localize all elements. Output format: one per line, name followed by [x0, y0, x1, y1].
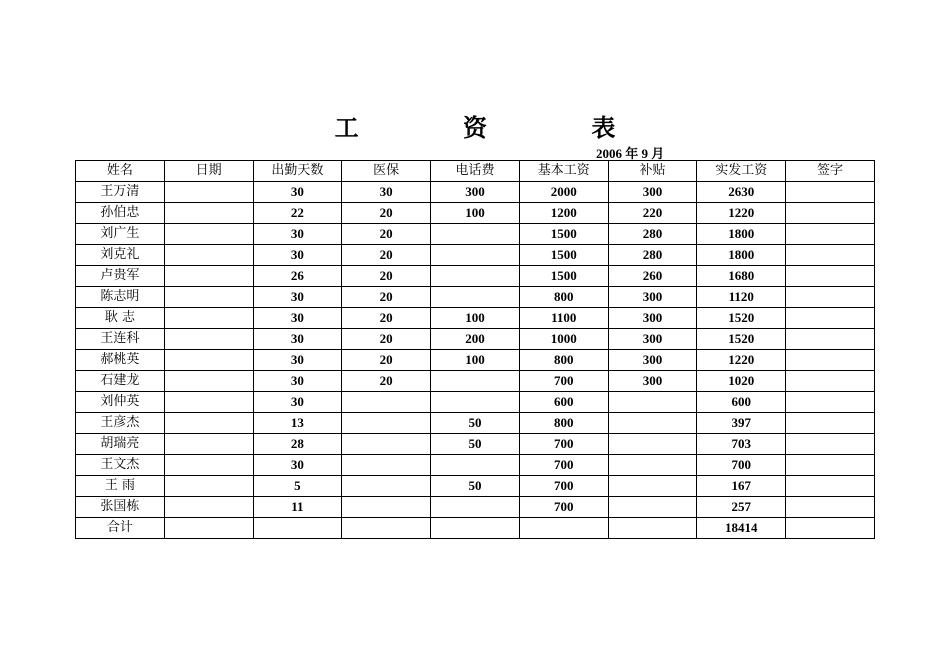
- attendance-cell: 30: [253, 455, 342, 476]
- date-cell: [164, 371, 253, 392]
- header-allowance: 补贴: [608, 161, 697, 182]
- allowance-cell: 280: [608, 224, 697, 245]
- date-cell: [164, 287, 253, 308]
- table-row: [76, 350, 875, 371]
- date-cell: [164, 350, 253, 371]
- total-row: [76, 518, 875, 539]
- date-cell: [164, 392, 253, 413]
- base-salary-cell: 700: [519, 455, 608, 476]
- attendance-cell: 30: [253, 245, 342, 266]
- net-salary-cell: 1800: [697, 224, 786, 245]
- net-salary-cell: 1520: [697, 329, 786, 350]
- signature-cell: [786, 308, 875, 329]
- medical-cell: [342, 518, 431, 539]
- name-cell: 王文杰: [76, 455, 165, 476]
- allowance-cell: 280: [608, 245, 697, 266]
- medical-cell: 20: [342, 266, 431, 287]
- attendance-cell: 22: [253, 203, 342, 224]
- header-phone-fee: 电话费: [431, 161, 520, 182]
- signature-cell: [786, 287, 875, 308]
- medical-cell: 20: [342, 308, 431, 329]
- table-row: [76, 287, 875, 308]
- signature-cell: [786, 224, 875, 245]
- medical-cell: [342, 413, 431, 434]
- medical-cell: 20: [342, 287, 431, 308]
- allowance-cell: 300: [608, 371, 697, 392]
- base-salary-cell: 2000: [519, 182, 608, 203]
- phone-cell: [431, 392, 520, 413]
- date-cell: [164, 497, 253, 518]
- table-row: [76, 476, 875, 497]
- phone-cell: 200: [431, 329, 520, 350]
- allowance-cell: 300: [608, 182, 697, 203]
- base-salary-cell: 1100: [519, 308, 608, 329]
- date-cell: [164, 413, 253, 434]
- header-name: 姓名: [76, 161, 165, 182]
- attendance-cell: [253, 518, 342, 539]
- table-row: [76, 308, 875, 329]
- signature-cell: [786, 413, 875, 434]
- date-cell: [164, 434, 253, 455]
- medical-cell: [342, 392, 431, 413]
- table-row: [76, 371, 875, 392]
- header-net-salary: 实发工资: [697, 161, 786, 182]
- signature-cell: [786, 497, 875, 518]
- base-salary-cell: [519, 518, 608, 539]
- attendance-cell: 30: [253, 329, 342, 350]
- table-row: [76, 413, 875, 434]
- name-cell: 刘广生: [76, 224, 165, 245]
- base-salary-cell: 1200: [519, 203, 608, 224]
- phone-cell: [431, 497, 520, 518]
- net-salary-cell: 1220: [697, 350, 786, 371]
- signature-cell: [786, 455, 875, 476]
- name-cell: 张国栋: [76, 497, 165, 518]
- name-cell: 耿 志: [76, 308, 165, 329]
- phone-cell: [431, 245, 520, 266]
- medical-cell: 30: [342, 182, 431, 203]
- net-salary-cell: 1520: [697, 308, 786, 329]
- attendance-cell: 11: [253, 497, 342, 518]
- header-attendance-days: 出勤天数: [253, 161, 342, 182]
- phone-cell: [431, 266, 520, 287]
- net-salary-cell: 257: [697, 497, 786, 518]
- attendance-cell: 30: [253, 182, 342, 203]
- allowance-cell: 260: [608, 266, 697, 287]
- attendance-cell: 30: [253, 224, 342, 245]
- table-row: [76, 224, 875, 245]
- medical-cell: 20: [342, 245, 431, 266]
- date-cell: [164, 203, 253, 224]
- name-cell: 王 雨: [76, 476, 165, 497]
- phone-cell: [431, 455, 520, 476]
- signature-cell: [786, 203, 875, 224]
- allowance-cell: [608, 413, 697, 434]
- net-salary-cell: 1680: [697, 266, 786, 287]
- phone-cell: 100: [431, 203, 520, 224]
- signature-cell: [786, 476, 875, 497]
- table-row: [76, 497, 875, 518]
- net-salary-cell: 2630: [697, 182, 786, 203]
- phone-cell: [431, 224, 520, 245]
- date-label: 2006 年 9 月: [596, 146, 665, 161]
- name-cell: 王连科: [76, 329, 165, 350]
- net-salary-cell: 1020: [697, 371, 786, 392]
- phone-cell: 100: [431, 308, 520, 329]
- attendance-cell: 30: [253, 350, 342, 371]
- medical-cell: [342, 434, 431, 455]
- attendance-cell: 30: [253, 308, 342, 329]
- base-salary-cell: 700: [519, 476, 608, 497]
- date-cell: [164, 455, 253, 476]
- signature-cell: [786, 182, 875, 203]
- net-salary-cell: 1120: [697, 287, 786, 308]
- base-salary-cell: 1500: [519, 224, 608, 245]
- net-salary-cell: 397: [697, 413, 786, 434]
- net-salary-cell: 18414: [697, 518, 786, 539]
- header-date: 日期: [164, 161, 253, 182]
- signature-cell: [786, 329, 875, 350]
- allowance-cell: [608, 392, 697, 413]
- table-row: [76, 245, 875, 266]
- allowance-cell: [608, 434, 697, 455]
- phone-cell: [431, 371, 520, 392]
- phone-cell: [431, 518, 520, 539]
- header-signature: 签字: [786, 161, 875, 182]
- date-cell: [164, 329, 253, 350]
- allowance-cell: 300: [608, 350, 697, 371]
- medical-cell: [342, 476, 431, 497]
- header-medical-insurance: 医保: [342, 161, 431, 182]
- name-cell: 王彦杰: [76, 413, 165, 434]
- signature-cell: [786, 518, 875, 539]
- signature-cell: [786, 371, 875, 392]
- signature-cell: [786, 350, 875, 371]
- table-row: [76, 203, 875, 224]
- date-cell: [164, 266, 253, 287]
- allowance-cell: 300: [608, 329, 697, 350]
- phone-cell: 100: [431, 350, 520, 371]
- table-body: [76, 182, 875, 539]
- base-salary-cell: 600: [519, 392, 608, 413]
- table-row: [76, 434, 875, 455]
- date-cell: [164, 476, 253, 497]
- phone-cell: 50: [431, 413, 520, 434]
- allowance-cell: [608, 518, 697, 539]
- header-base-salary: 基本工资: [519, 161, 608, 182]
- date-cell: [164, 182, 253, 203]
- medical-cell: [342, 497, 431, 518]
- signature-cell: [786, 392, 875, 413]
- medical-cell: 20: [342, 329, 431, 350]
- signature-cell: [786, 266, 875, 287]
- base-salary-cell: 800: [519, 287, 608, 308]
- base-salary-cell: 700: [519, 371, 608, 392]
- net-salary-cell: 703: [697, 434, 786, 455]
- base-salary-cell: 1500: [519, 245, 608, 266]
- signature-cell: [786, 434, 875, 455]
- phone-cell: 50: [431, 476, 520, 497]
- allowance-cell: [608, 497, 697, 518]
- phone-cell: 300: [431, 182, 520, 203]
- page-title: 工 资 表: [334, 113, 664, 142]
- allowance-cell: 300: [608, 287, 697, 308]
- attendance-cell: 13: [253, 413, 342, 434]
- base-salary-cell: 1000: [519, 329, 608, 350]
- signature-cell: [786, 245, 875, 266]
- base-salary-cell: 700: [519, 497, 608, 518]
- base-salary-cell: 1500: [519, 266, 608, 287]
- net-salary-cell: 167: [697, 476, 786, 497]
- name-cell: 王万清: [76, 182, 165, 203]
- medical-cell: 20: [342, 350, 431, 371]
- net-salary-cell: 1800: [697, 245, 786, 266]
- name-cell: 胡瑞亮: [76, 434, 165, 455]
- allowance-cell: [608, 455, 697, 476]
- attendance-cell: 30: [253, 392, 342, 413]
- phone-cell: 50: [431, 434, 520, 455]
- medical-cell: 20: [342, 224, 431, 245]
- date-cell: [164, 518, 253, 539]
- base-salary-cell: 800: [519, 350, 608, 371]
- net-salary-cell: 1220: [697, 203, 786, 224]
- name-cell: 刘仲英: [76, 392, 165, 413]
- allowance-cell: [608, 476, 697, 497]
- attendance-cell: 28: [253, 434, 342, 455]
- attendance-cell: 30: [253, 371, 342, 392]
- date-cell: [164, 224, 253, 245]
- salary-table: [75, 160, 875, 539]
- date-cell: [164, 245, 253, 266]
- attendance-cell: 30: [253, 287, 342, 308]
- table-header-row: [76, 161, 875, 182]
- name-cell: 孙伯忠: [76, 203, 165, 224]
- name-cell: 卢贵军: [76, 266, 165, 287]
- attendance-cell: 5: [253, 476, 342, 497]
- table-row: [76, 182, 875, 203]
- name-cell: 合计: [76, 518, 165, 539]
- net-salary-cell: 700: [697, 455, 786, 476]
- medical-cell: [342, 455, 431, 476]
- name-cell: 陈志明: [76, 287, 165, 308]
- allowance-cell: 220: [608, 203, 697, 224]
- name-cell: 刘克礼: [76, 245, 165, 266]
- base-salary-cell: 700: [519, 434, 608, 455]
- base-salary-cell: 800: [519, 413, 608, 434]
- date-cell: [164, 308, 253, 329]
- table-row: [76, 392, 875, 413]
- table-row: [76, 455, 875, 476]
- name-cell: 石建龙: [76, 371, 165, 392]
- attendance-cell: 26: [253, 266, 342, 287]
- table-row: [76, 266, 875, 287]
- medical-cell: 20: [342, 203, 431, 224]
- allowance-cell: 300: [608, 308, 697, 329]
- phone-cell: [431, 287, 520, 308]
- medical-cell: 20: [342, 371, 431, 392]
- name-cell: 郝桃英: [76, 350, 165, 371]
- net-salary-cell: 600: [697, 392, 786, 413]
- table-row: [76, 329, 875, 350]
